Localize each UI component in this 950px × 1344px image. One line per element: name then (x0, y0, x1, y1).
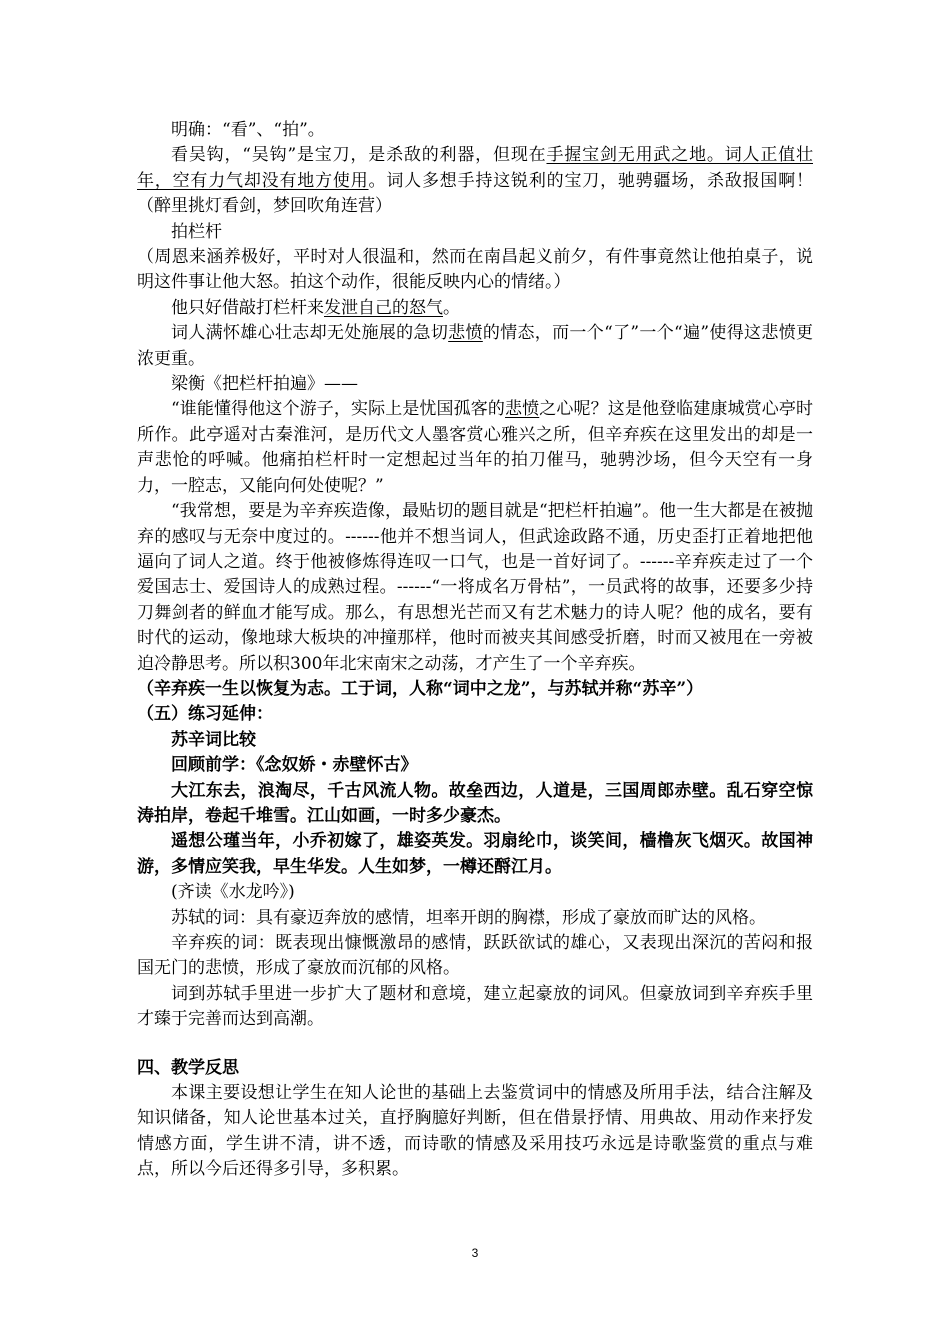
quote-paragraph-1 (137, 397, 813, 499)
comparison-title: 苏辛词比较 (171, 729, 256, 750)
text-run: 之心呢？这是他登临建康城赏心亭时所作。此亭遥对古秦淮河，是历代文人墨客赏心雅兴之所，但辛弃疾在这里发出的却是一声悲怆的呼喊。他痛拍栏杆时一定想起过当年的拍刀催马，驰骋沙场，但今天空有一身力，一腔志，又能向何处使呢？” (137, 399, 813, 496)
poem-stanza-2: 遥想公瑾当年，小乔初嫁了，雄姿英发。羽扇纶巾，谈笑间，樯橹灰飞烟灭。故国神游，多情应笑我，早生华发。人生如梦，一樽还酹江月。 (137, 831, 813, 877)
section-heading-exercise: （五）练习延伸： (137, 704, 273, 725)
review-title: 回顾前学：《念奴娇・赤壁怀古》 (171, 755, 418, 776)
style-conclusion: 词到苏轼手里进一步扩大了题材和意境，建立起豪放的词风。但豪放词到辛弃疾手里才臻于完善而达到高潮。 (137, 983, 813, 1030)
text-run: “谁能懂得他这个游子，实际上是忧国孤客的 (171, 399, 506, 420)
text-run: 他只好借敲打栏杆来 (171, 297, 324, 318)
summary-note: （辛弃疾一生以恢复为志。工于词，人称“词中之龙”，与苏轼并称“苏辛”） (137, 678, 704, 699)
answer-line: 明确：“看”、“拍”。 (171, 120, 325, 140)
wugou-paragraph (137, 143, 813, 219)
text-run: 的情态，而一个“了”一个“遍”使得这悲愤更浓更重。 (137, 323, 814, 369)
page-number: 3 (471, 1246, 479, 1260)
zhou-enlai-paragraph: （周恩来涵养极好，平时对人很温和，然而在南昌起义前夕，有件事竟然让他拍桌子，说明这件事让他大怒。拍这个动作，很能反映内心的情绪。） (137, 247, 813, 293)
document-body (137, 118, 813, 1183)
reflection-paragraph: 本课主要设想让学生在知人论世的基础上去鉴赏词中的情感及所用手法，结合注解及知识储备，知人论世基本过关，直抒胸臆好判断，但在借景抒情、用典故、用动作来抒发情感方面，学生讲不清，讲不透，而诗歌的情感及采用技巧永远是诗歌鉴赏的重点与难点，所以今后还得多引导，多积累。 (137, 1083, 813, 1180)
liang-heng-title: 梁衡《把栏杆拍遍》—— (171, 374, 358, 395)
section-heading-reflection: 四、教学反思 (137, 1057, 239, 1078)
spacer (137, 1033, 813, 1056)
su-shi-style: 苏轼的词：具有豪迈奔放的感情，坦率开朗的胸襟，形成了豪放而旷达的风格。 (171, 907, 766, 928)
xin-qiji-style: 辛弃疾的词：既表现出慷慨激昂的感情，跃跃欲试的雄心，又表现出深沉的苦闷和报国无门的悲愤，形成了豪放而沉郁的风格。 (137, 933, 813, 979)
text-run: 。 (443, 297, 460, 318)
underlined-text: 发泄自己的怒气 (324, 297, 443, 318)
poem-stanza-1: 大江东去，浪淘尽，千古风流人物。故垒西边，人道是，三国周郎赤壁。乱石穿空惊涛拍岸，卷起千堆雪。江山如画，一时多少豪杰。 (137, 780, 813, 826)
quote-paragraph-2: “我常想，要是为辛弃疾造像，最贴切的题目就是“把栏杆拍遍”。他一生大都是在被抛弃的感叹与无奈中度过的。------他并不想当词人，但武途政路不通，历史歪打正着地把他逼向了词人之道。终于他被修炼得连叹一口气，也是一首好词了。------辛弃疾走过了一个爱国志士、爱国诗人的成熟过程。------“一将成名万骨枯”，一员武将的故事，还要多少持刀舞剑者的鲜血才能写成。那么，有思想光芒而又有艺术魅力的诗人呢？他的成名，要有时代的运动，像地球大板块的冲撞那样，他时而被夹其间感受折磨，时而又被甩在一旁被迫冷静思考。所以积300年北宋南宋之动荡，才产生了一个辛弃疾。 (137, 501, 813, 674)
text-run: 看吴钩，“吴钩”是宝刀，是杀敌的利器，但现在 (171, 145, 547, 166)
subheading-pai-langan: 拍栏杆 (171, 221, 222, 242)
grief-paragraph (137, 321, 813, 372)
anger-paragraph (137, 296, 813, 321)
recitation-note: (齐读《水龙吟》) (171, 882, 295, 903)
underlined-text: 悲愤 (505, 399, 540, 420)
text-run: 词人满怀雄心壮志却无处施展的急切 (171, 323, 449, 344)
text-run: 。词人多想手持这锐利的宝刀，驰骋疆场，杀敌报国啊！（醉里挑灯看剑，梦回吹角连营） (137, 170, 814, 217)
underlined-text: 手握宝剑无用武之地。词人正值壮年，空有力气却没有地方使用 (137, 145, 813, 191)
underlined-text: 悲愤 (448, 323, 483, 344)
